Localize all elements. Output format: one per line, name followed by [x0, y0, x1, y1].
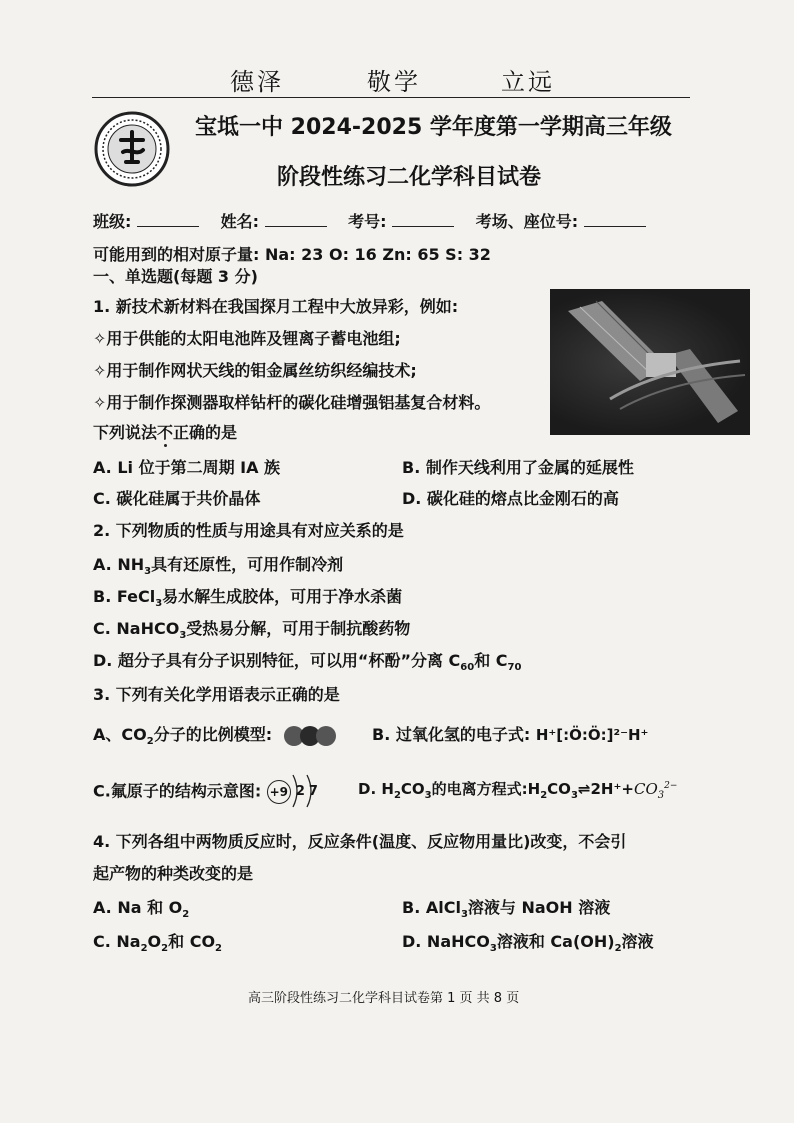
student-info-row — [93, 209, 646, 232]
co2-space-filling-model — [282, 725, 338, 747]
motto-3: 立远 — [501, 68, 555, 96]
atomic-masses: 可能用到的相对原子量: Na: 23 O: 16 Zn: 65 S: 32 — [93, 245, 491, 264]
school-logo — [93, 110, 171, 192]
q3-option-b[interactable]: B. 过氧化氢的电子式: H⁺[:Ö:Ö:]²⁻H⁺ — [372, 725, 649, 744]
section-title-single-choice: 一、单选题(每题 3 分) — [93, 267, 258, 286]
q3-option-d[interactable]: D. $H_2CO_3$的电离方程式$:H_2CO_3\rightleftharpoons 2H^++CO_3^{2-}$ — [358, 780, 678, 801]
emphasis-not: 不 — [157, 423, 174, 442]
q1-stem: 1. 新技术新材料在我国探月工程中大放异彩，例如: — [93, 297, 459, 316]
room-seat-label: 考场、座位号: — [475, 212, 579, 231]
exam-title-line1: 宝坻一中 2024-2025 学年度第一学期高三年级 — [195, 115, 672, 140]
q2-option-a[interactable]: A. $NH_3$具有还原性，可用作制冷剂 — [93, 555, 344, 578]
name-label: 姓名: — [220, 212, 259, 231]
header-rule — [92, 97, 690, 98]
exam-no-blank[interactable] — [392, 212, 454, 227]
q4-option-b[interactable]: B. AlCl$_3$溶液与 NaOH 溶液 — [402, 898, 611, 921]
q4-stem-line1: 4. 下列各组中两物质反应时，反应条件(温度、反应物用量比)改变，不会引 — [93, 832, 627, 851]
class-blank[interactable] — [137, 212, 199, 227]
page-footer: 高三阶段性练习二化学科目试卷第 1 页 共 8 页 — [248, 991, 520, 1006]
exam-title-line2: 阶段性练习二化学科目试卷 — [277, 165, 542, 190]
q3-stem: 3. 下列有关化学用语表示正确的是 — [93, 685, 340, 704]
motto-1: 德泽 — [230, 68, 284, 96]
exam-no-label: 考号: — [348, 212, 387, 231]
name-blank[interactable] — [265, 212, 327, 227]
q1-item-1: ✧用于供能的太阳电池阵及锂离子蓄电池组; — [93, 329, 401, 348]
q1-item-3: ✧用于制作探测器取样钻杆的碳化硅增强铝基复合材料。 — [93, 393, 491, 412]
q2-option-c[interactable]: C. NaHCO$_3$受热易分解，可用于制抗酸药物 — [93, 619, 411, 642]
q1-item-2: ✧用于制作网状天线的钼金属丝纺织经编技术; — [93, 361, 417, 380]
lunar-probe-photo — [550, 289, 750, 435]
fluorine-atom-diagram: +9 2 7 — [267, 778, 325, 806]
class-label: 班级: — [93, 212, 132, 231]
q2-option-b[interactable]: B. FeCl$_3$易水解生成胶体，可用于净水杀菌 — [93, 587, 403, 610]
q1-option-d[interactable]: D. 碳化硅的熔点比金刚石的高 — [402, 489, 619, 508]
room-seat-blank[interactable] — [584, 212, 646, 227]
q4-option-c[interactable]: C. $Na_2O_2$和 $CO_2$ — [93, 932, 223, 955]
q1-option-b[interactable]: B. 制作天线利用了金属的延展性 — [402, 458, 634, 477]
q4-option-a[interactable]: A. Na 和 $O_2$ — [93, 898, 190, 921]
q4-stem-line2: 起产物的种类改变的是 — [93, 864, 254, 883]
q1-option-a[interactable]: A. Li 位于第二周期 IA 族 — [93, 458, 281, 477]
q1-prompt: 下列说法不正确的是 — [93, 423, 238, 442]
q3-option-a[interactable]: A、$CO_2$分子的比例模型: — [93, 722, 338, 747]
peroxide-electron-formula: H⁺[:Ö:Ö:]²⁻H⁺ — [535, 726, 649, 744]
q2-option-d[interactable]: D. 超分子具有分子识别特征，可以用“杯酚”分离 $C_{60}$和 $C_{70}$ — [93, 651, 522, 674]
q2-stem: 2. 下列物质的性质与用途具有对应关系的是 — [93, 521, 404, 540]
q3-option-c[interactable]: C.氟原子的结构示意图: +9 2 7 — [93, 778, 325, 806]
q4-option-d[interactable]: D. NaHCO$_3$溶液和 $Ca(OH)_2$溶液 — [402, 932, 654, 955]
q1-option-c[interactable]: C. 碳化硅属于共价晶体 — [93, 489, 261, 508]
motto-2: 敬学 — [367, 68, 421, 96]
